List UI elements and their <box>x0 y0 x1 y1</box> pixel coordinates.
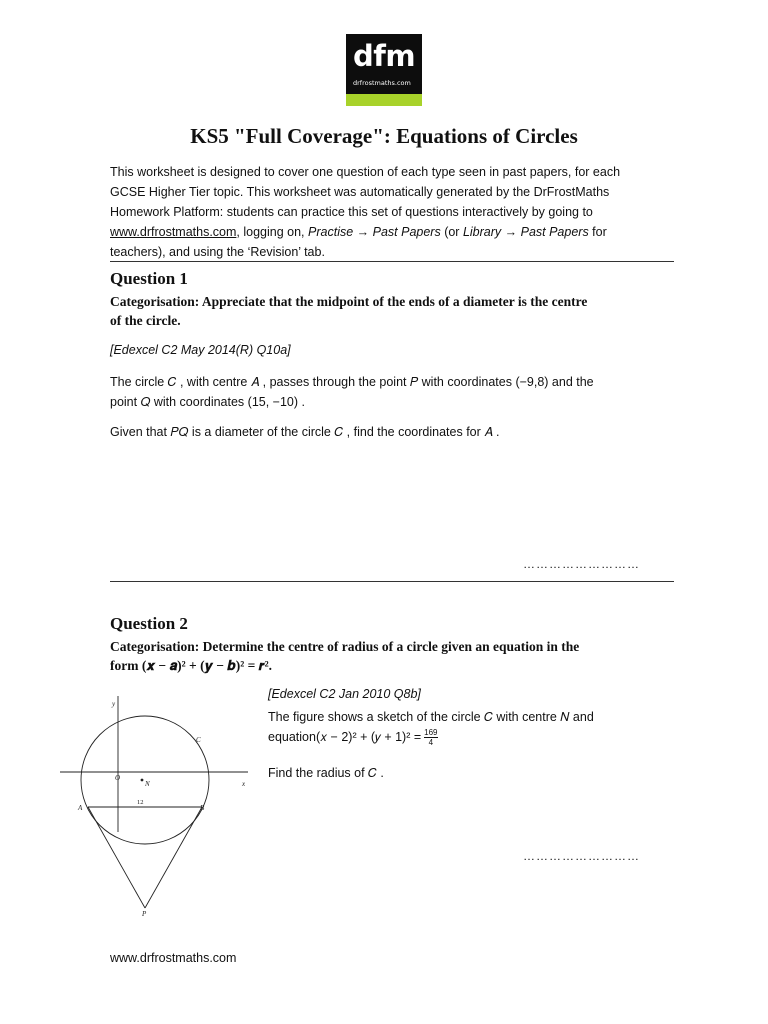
circle-equation: equation(𝑥 − 2)² + (𝑦 + 1)² = <box>268 730 422 744</box>
tangent-bp <box>145 807 202 908</box>
intro-line-4: www.drfrostmaths.com, logging on, Practise → Past Papers (or Library → Past Papers for <box>110 225 607 239</box>
label-p: P <box>142 910 147 918</box>
intro-line-5: teachers), and using the ‘Revision’ tab. <box>110 245 325 259</box>
question-2-answer-line[interactable]: ……………………… <box>523 849 640 863</box>
question-2-categorisation: Categorisation: Determine the centre of radius of a circle given an equation in the form (𝒙 − 𝒂)² + (𝒚 − 𝒃)² = 𝒓². <box>110 639 580 673</box>
question-1-body: The circle 𝐶 , with centre 𝐴 , passes through the point 𝑃 with coordinates (−9,8) and the point 𝑄 with coordinates (15, −10) . <box>110 375 594 409</box>
logo-site: drfrostmaths.com <box>353 79 411 87</box>
circle-diagram <box>60 692 260 922</box>
question-1-heading: Question 1 <box>110 269 188 288</box>
label-12: 12 <box>137 799 144 806</box>
label-b: B <box>200 804 205 812</box>
label-n: N <box>145 780 150 788</box>
label-a: A <box>78 804 83 812</box>
tangent-ap <box>88 807 145 908</box>
question-1-instruction: Given that 𝑃𝑄 is a diameter of the circle 𝐶 , find the coordinates for 𝐴 . <box>110 425 500 439</box>
label-o: O <box>115 774 121 782</box>
intro-line-3: Homework Platform: students can practice this set of questions interactively by going to <box>110 205 593 219</box>
centre-n-point <box>141 779 144 782</box>
library-path: Library → Past Papers <box>462 225 589 239</box>
fraction: $\frac{169}{4}$ <box>424 728 438 748</box>
question-1-answer-line[interactable]: ……………………… <box>523 557 640 571</box>
intro-line-2: GCSE Higher Tier topic. This worksheet was automatically generated by the DrFrostMaths <box>110 185 610 199</box>
question-1-reference: [Edexcel C2 May 2014(R) Q10a] <box>110 343 291 357</box>
question-1-categorisation: Categorisation: Appreciate that the midpoint of the ends of a diameter is the centre of the circle. <box>110 294 588 328</box>
label-x: x <box>242 780 246 788</box>
page-title: KS5 "Full Coverage": Equations of Circles <box>190 124 578 148</box>
divider-2 <box>110 581 674 582</box>
question-2-heading: Question 2 <box>110 614 188 633</box>
drfrostmaths-link[interactable]: www.drfrostmaths.com <box>110 225 237 239</box>
practise-path: Practise → Past Papers <box>308 225 441 239</box>
logo-accent-bar <box>346 94 422 106</box>
label-y: y <box>112 700 116 708</box>
question-2-reference: [Edexcel C2 Jan 2010 Q8b] <box>268 687 421 701</box>
intro-line-1: This worksheet is designed to cover one question of each type seen in past papers, for each <box>110 165 621 179</box>
divider-1 <box>110 261 674 262</box>
footer-url[interactable]: www.drfrostmaths.com <box>110 951 237 965</box>
label-c: C <box>196 736 201 744</box>
question-2-body: The figure shows a sketch of the circle 𝐶 with centre 𝑁 and equation(𝑥 − 2)² + (𝑦 + 1)² = $\frac{169}{4}$ <box>268 710 594 748</box>
logo-brand: dfm <box>353 39 416 73</box>
question-2-instruction: Find the radius of 𝐶 . <box>268 766 384 780</box>
intro-paragraph <box>110 162 680 262</box>
dfm-logo <box>346 34 422 106</box>
